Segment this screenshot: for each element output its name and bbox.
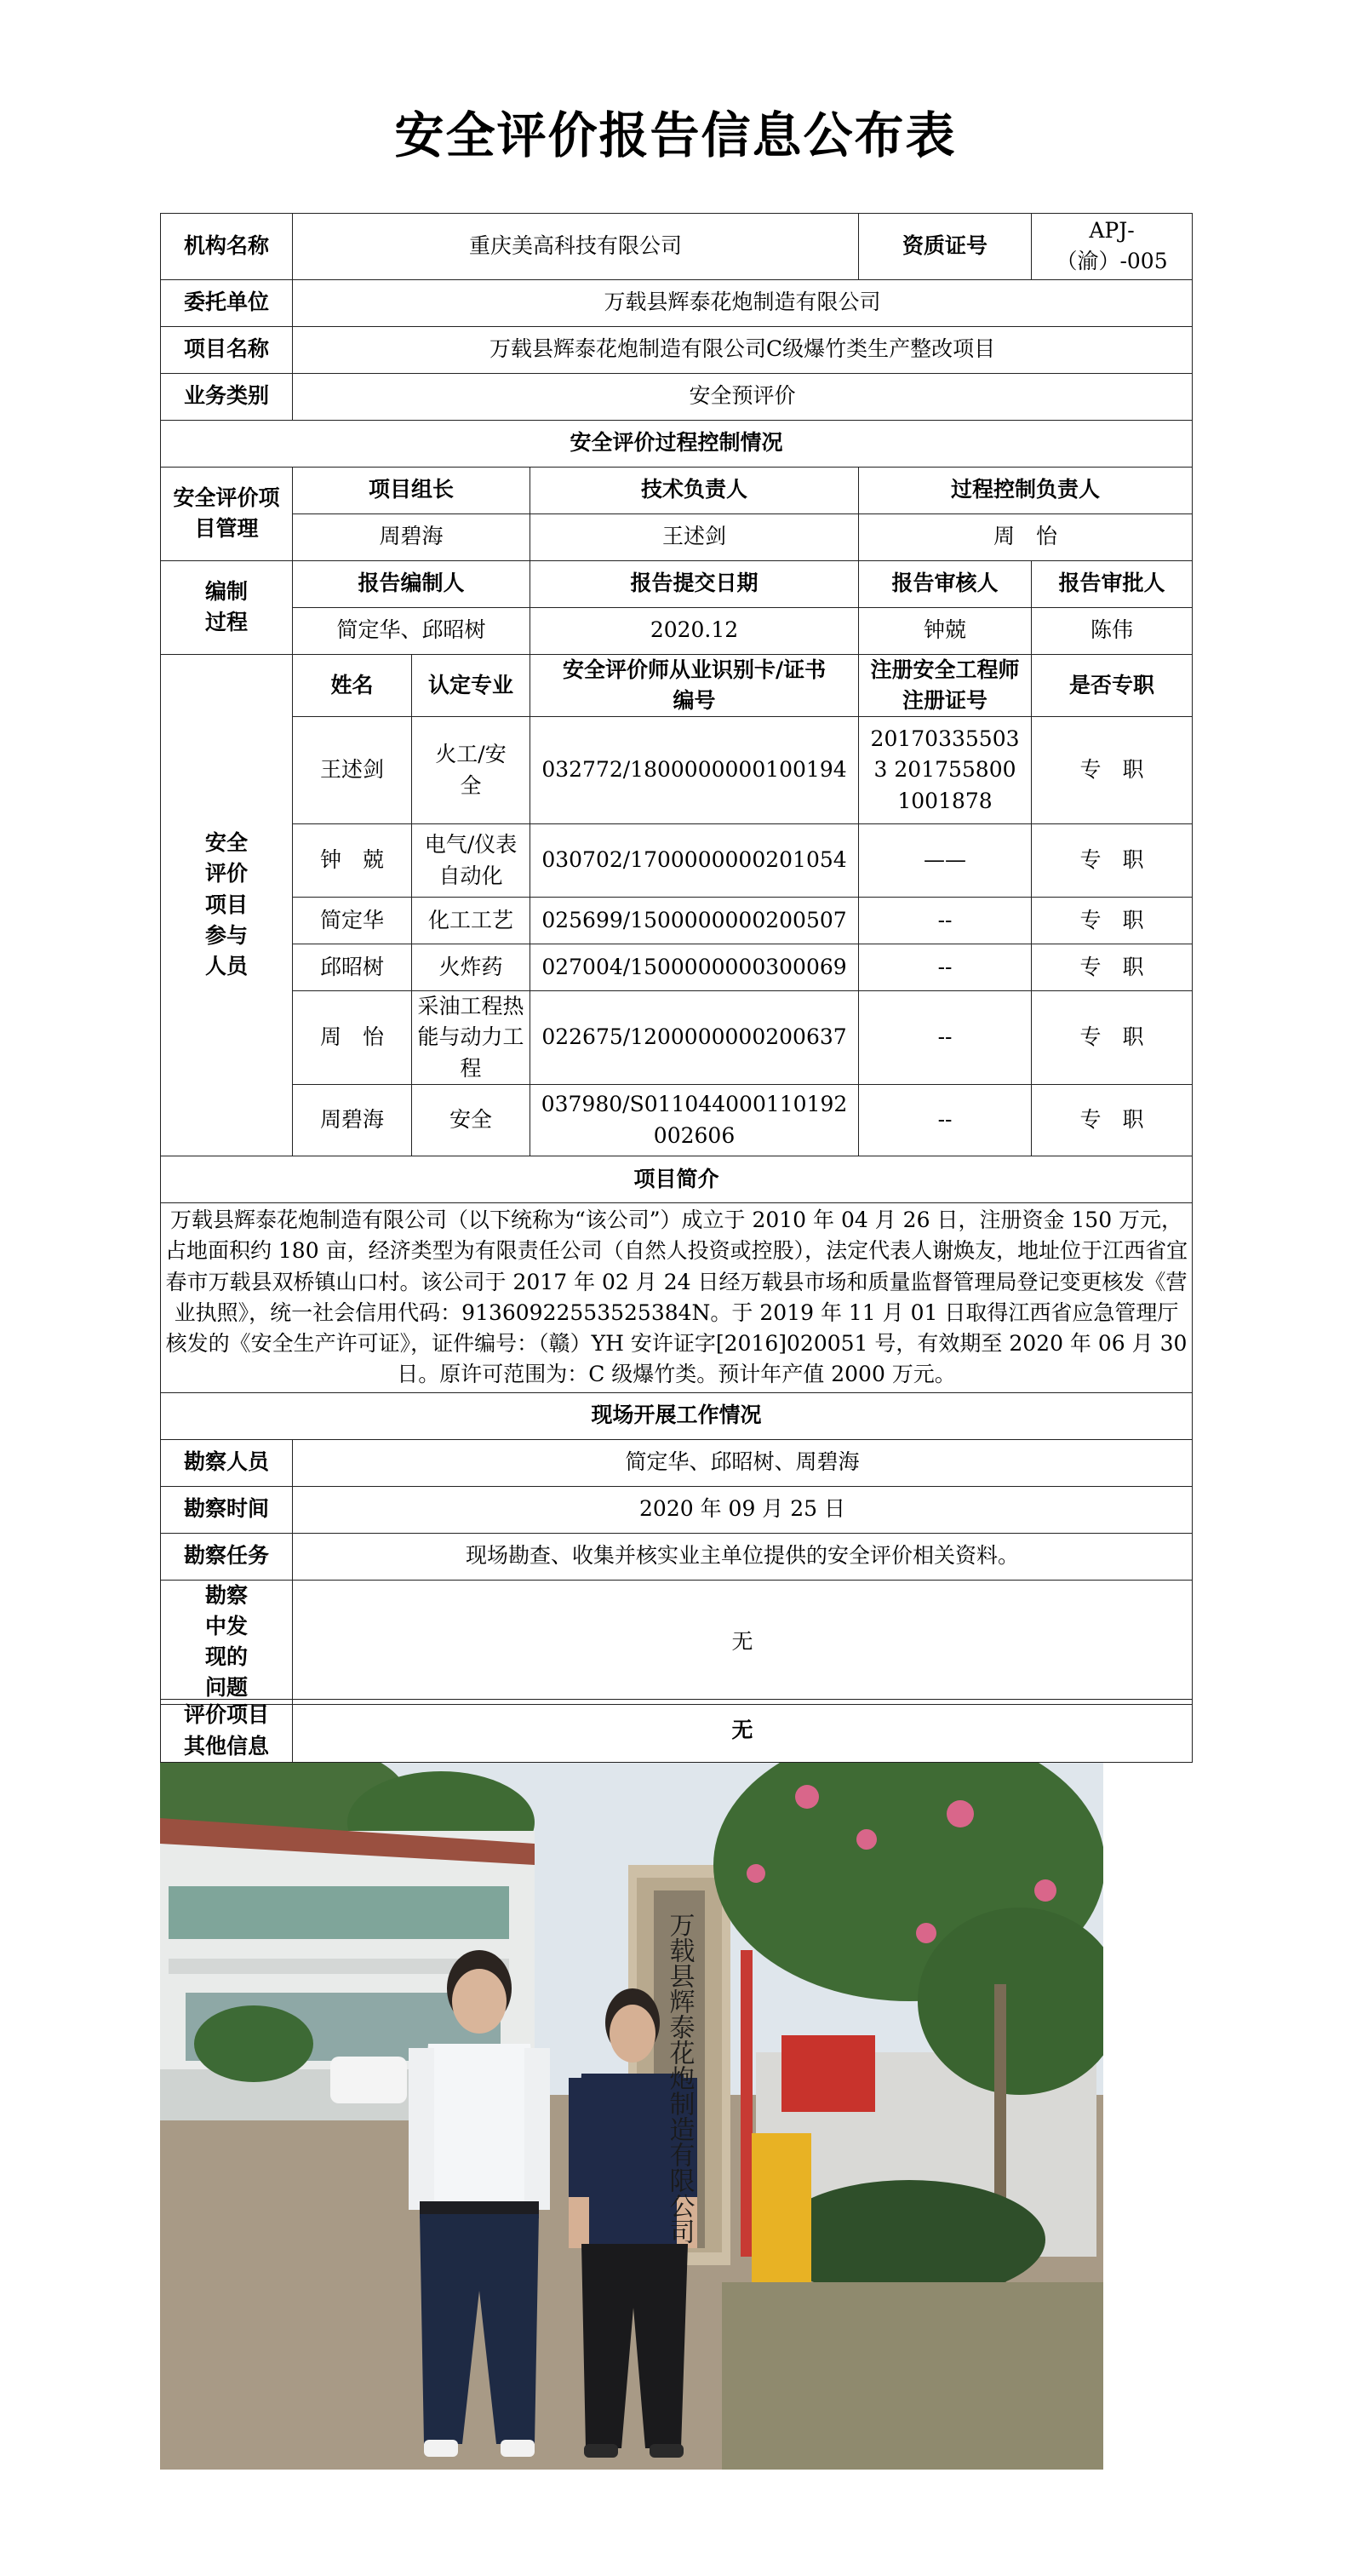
- staff-row-2-major: 化工工艺: [412, 898, 530, 944]
- client-label: 委托单位: [161, 279, 293, 326]
- staff-row-4-reg: --: [859, 991, 1032, 1085]
- staff-row-3-major: 火炸药: [412, 944, 530, 991]
- staff-row-1-reg: ——: [859, 824, 1032, 898]
- org-name-label: 机构名称: [161, 214, 293, 280]
- site-photo-illustration: [160, 1763, 1103, 2470]
- other-info-label: 评价项目其他信息: [161, 1700, 293, 1763]
- staff-label: 安全评价项目参与人员: [161, 654, 293, 1156]
- staff-row-5-fulltime: 专 职: [1032, 1085, 1193, 1156]
- staff-row-1-name: 钟 兢: [293, 824, 412, 898]
- staff-row-2-name: 简定华: [293, 898, 412, 944]
- staff-row-0-name: 王述剑: [293, 717, 412, 824]
- staff-row-5-card: 037980/S011044000110192002606: [530, 1085, 859, 1156]
- staff-row-0-reg: 201703355033 2017558001001878: [859, 717, 1032, 824]
- project-value: 万载县辉泰花炮制造有限公司C级爆竹类生产整改项目: [293, 326, 1193, 373]
- staff-header-name: 姓名: [293, 654, 412, 717]
- staff-row-3-card: 027004/1500000000300069: [530, 944, 859, 991]
- management-tech: 王述剑: [530, 513, 859, 560]
- management-header-tech: 技术负责人: [530, 467, 859, 513]
- staff-row-0-fulltime: 专 职: [1032, 717, 1193, 824]
- gate-sign-text: 万载县辉泰花炮制造有限公司: [664, 1912, 695, 2244]
- process-section-header: 安全评价过程控制情况: [161, 420, 1193, 467]
- management-header-leader: 项目组长: [293, 467, 530, 513]
- page-title: 安全评价报告信息公布表: [394, 106, 957, 164]
- intro-header: 项目简介: [161, 1156, 1193, 1203]
- staff-row-4-major: 采油工程热能与动力工程: [412, 991, 530, 1085]
- staff-row-3-reg: --: [859, 944, 1032, 991]
- site-time-label: 勘察时间: [161, 1486, 293, 1533]
- site-task: 现场勘查、收集并核实业主单位提供的安全评价相关资料。: [293, 1533, 1193, 1580]
- compile-date: 2020.12: [530, 607, 859, 654]
- staff-row-4-name: 周 怡: [293, 991, 412, 1085]
- staff-row-2-reg: --: [859, 898, 1032, 944]
- client-value: 万载县辉泰花炮制造有限公司: [293, 279, 1193, 326]
- staff-row-2-card: 025699/1500000000200507: [530, 898, 859, 944]
- project-label: 项目名称: [161, 326, 293, 373]
- staff-row-1-major: 电气/仪表自动化: [412, 824, 530, 898]
- cert-number: APJ-（渝）-005: [1032, 214, 1193, 280]
- other-info-value: 无: [293, 1700, 1193, 1763]
- compile-reviewer: 钟兢: [859, 607, 1032, 654]
- staff-row-5-name: 周碧海: [293, 1085, 412, 1156]
- staff-header-major: 认定专业: [412, 654, 530, 717]
- business-label: 业务类别: [161, 373, 293, 420]
- management-control: 周 怡: [859, 513, 1193, 560]
- staff-row-4-card: 022675/1200000000200637: [530, 991, 859, 1085]
- staff-row-4-fulltime: 专 职: [1032, 991, 1193, 1085]
- cert-label: 资质证号: [859, 214, 1032, 280]
- site-issues: 无: [293, 1580, 1193, 1704]
- site-section-header: 现场开展工作情况: [161, 1392, 1193, 1439]
- staff-row-5-reg: --: [859, 1085, 1032, 1156]
- compile-header-date: 报告提交日期: [530, 560, 859, 607]
- staff-row-0-major: 火工/安全: [412, 717, 530, 824]
- management-header-control: 过程控制负责人: [859, 467, 1193, 513]
- compile-label: 编制过程: [161, 560, 293, 654]
- staff-row-1-fulltime: 专 职: [1032, 824, 1193, 898]
- management-label: 安全评价项目管理: [161, 467, 293, 560]
- staff-row-3-fulltime: 专 职: [1032, 944, 1193, 991]
- business-value: 安全预评价: [293, 373, 1193, 420]
- compile-header-approver: 报告审批人: [1032, 560, 1193, 607]
- info-table: [160, 213, 1193, 1705]
- management-leader: 周碧海: [293, 513, 530, 560]
- staff-row-5-major: 安全: [412, 1085, 530, 1156]
- site-photo: [160, 1763, 1103, 2470]
- org-name: 重庆美高科技有限公司: [293, 214, 859, 280]
- staff-row-0-card: 032772/1800000000100194: [530, 717, 859, 824]
- site-issues-label: 勘察中发现的问题: [161, 1580, 293, 1704]
- intro-text: 万载县辉泰花炮制造有限公司（以下统称为“该公司”）成立于 2010 年 04 月 26 日，注册资金 150 万元，占地面积约 180 亩，经济类型为有限责任公司（自然人投资或控股），法定代表人谢焕友，地址位于江西省宜春市万载县双桥镇山口村。该公司于 2017 年 02 月 24 日经万载县市场和质量监督管理局登记变更核发《营业执照》，统一社会信用代码：91360922553525384N。于 2019 年 11 月 01 日取得江西省应急管理厅核发的《安全生产许可证》，证件编号：（赣）YH 安许证字[2016]020051 号，有效期至 2020 年 06 月 30 日。原许可范围为：C 级爆竹类。预计年产值 2000 万元。: [161, 1203, 1193, 1393]
- staff-row-1-card: 030702/1700000000201054: [530, 824, 859, 898]
- staff-header-card: 安全评价师从业识别卡/证书编号: [530, 654, 859, 717]
- staff-header-reg: 注册安全工程师注册证号: [859, 654, 1032, 717]
- staff-header-fulltime: 是否专职: [1032, 654, 1193, 717]
- other-info-table: [160, 1699, 1193, 1763]
- compile-header-author: 报告编制人: [293, 560, 530, 607]
- staff-row-3-name: 邱昭树: [293, 944, 412, 991]
- compile-author: 简定华、邱昭树: [293, 607, 530, 654]
- site-people-label: 勘察人员: [161, 1439, 293, 1486]
- site-people: 简定华、邱昭树、周碧海: [293, 1439, 1193, 1486]
- compile-header-reviewer: 报告审核人: [859, 560, 1032, 607]
- staff-row-2-fulltime: 专 职: [1032, 898, 1193, 944]
- site-task-label: 勘察任务: [161, 1533, 293, 1580]
- site-time: 2020 年 09 月 25 日: [293, 1486, 1193, 1533]
- compile-approver: 陈伟: [1032, 607, 1193, 654]
